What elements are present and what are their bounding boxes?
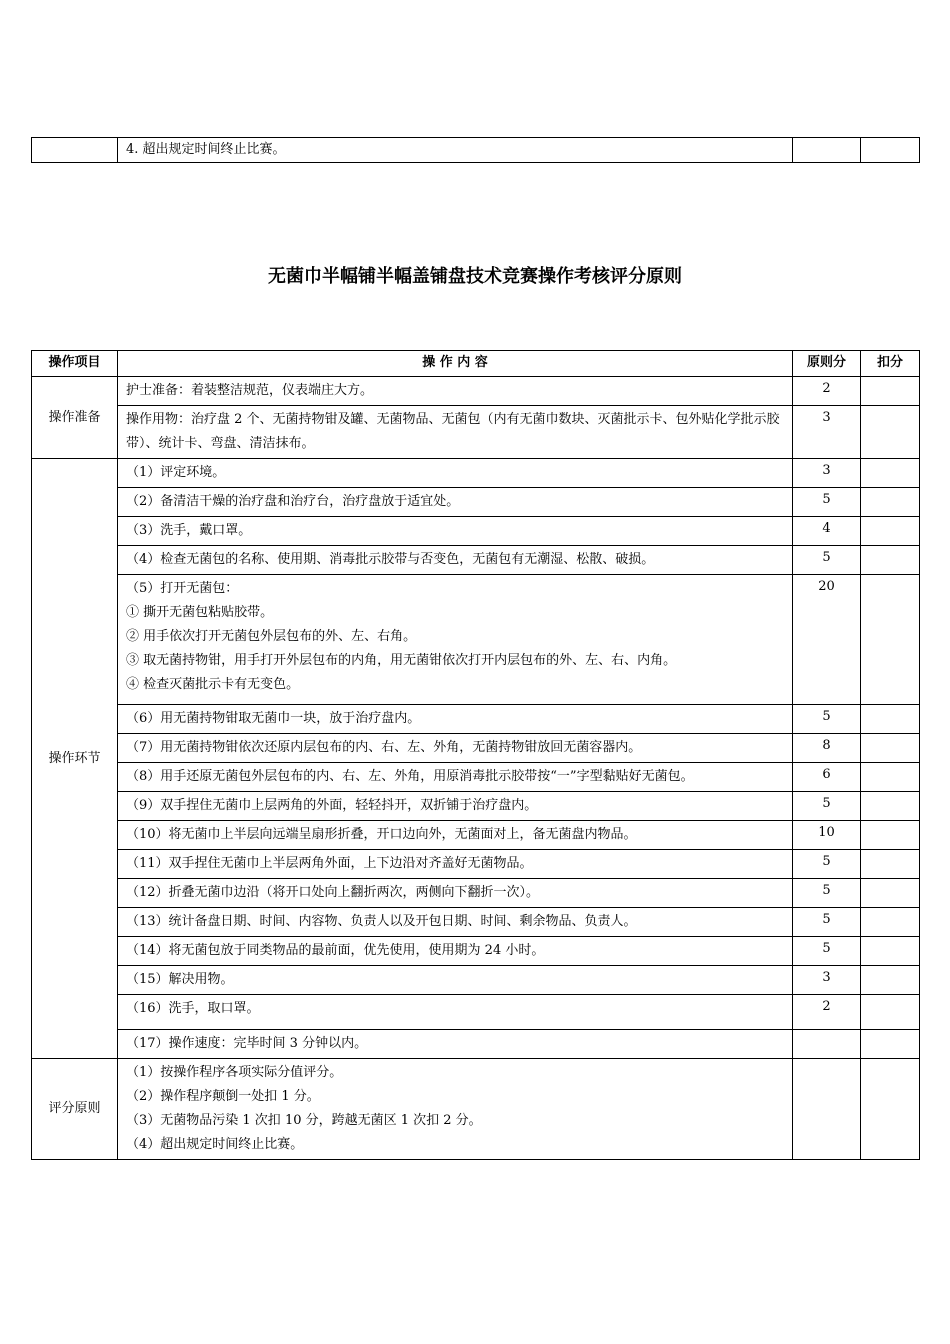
row-score: 6 — [793, 763, 861, 792]
table-row — [32, 995, 920, 1030]
table-row — [32, 517, 920, 546]
row-content: （11）双手捏住无菌巾上半层两角外面，上下边沿对齐盖好无菌物品。 — [118, 850, 793, 879]
header-item: 操作项目 — [32, 351, 118, 377]
header-deduct: 扣分 — [861, 351, 920, 377]
row-score: 5 — [793, 705, 861, 734]
row-deduct — [861, 879, 920, 908]
row-deduct — [861, 705, 920, 734]
row-content: （4）检查无菌包的名称、使用期、消毒批示胶带与否变色，无菌包有无潮湿、松散、破损。 — [118, 546, 793, 575]
row-line: ④ 检查灭菌批示卡有无变色。 — [126, 677, 300, 692]
row-content: （10）将无菌巾上半层向远端呈扇形折叠，开口边向外，无菌面对上，备无菌盘内物品。 — [118, 821, 793, 850]
table-row — [32, 546, 920, 575]
row-deduct — [861, 406, 920, 459]
continued-table — [31, 137, 920, 163]
table-row — [32, 459, 920, 488]
row-score: 5 — [793, 937, 861, 966]
page-title: 无菌巾半幅铺半幅盖铺盘技术竞赛操作考核评分原则 — [268, 266, 682, 287]
table-row — [32, 966, 920, 995]
row-content: （12）折叠无菌巾边沿（将开口处向上翻折两次，两侧向下翻折一次）。 — [118, 879, 793, 908]
row-deduct — [861, 459, 920, 488]
score-cell — [793, 138, 861, 163]
row-deduct — [861, 937, 920, 966]
section-label-prep: 操作准备 — [32, 377, 118, 459]
table-row — [32, 705, 920, 734]
row-deduct — [861, 517, 920, 546]
row-score: 3 — [793, 966, 861, 995]
row-content: （7）用无菌持物钳依次还原内层包布的内、右、左、外角，无菌持物钳放回无菌容器内。 — [118, 734, 793, 763]
row-deduct — [861, 850, 920, 879]
row-content-multiline — [118, 575, 793, 705]
header-score: 原则分 — [793, 351, 861, 377]
row-line: ③ 取无菌持物钳，用手打开外层包布的内角，用无菌钳依次打开内层包布的外、左、右、内角。 — [126, 653, 677, 668]
table-row — [32, 821, 920, 850]
table-row — [32, 792, 920, 821]
row-score: 3 — [793, 406, 861, 459]
row-line: ① 撕开无菌包粘贴胶带。 — [126, 605, 274, 620]
row-score — [793, 1030, 861, 1059]
table-row — [32, 1030, 920, 1059]
rule-line: （3）无菌物品污染 1 次扣 10 分，跨越无菌区 1 次扣 2 分。 — [126, 1113, 482, 1128]
row-content: （9）双手捏住无菌巾上层两角的外面，轻轻抖开，双折铺于治疗盘内。 — [118, 792, 793, 821]
table-row — [32, 763, 920, 792]
table-row — [32, 734, 920, 763]
table-row — [32, 488, 920, 517]
row-score: 20 — [793, 575, 861, 705]
row-content: （6）用无菌持物钳取无菌巾一块，放于治疗盘内。 — [118, 705, 793, 734]
section-label-rules: 评分原则 — [32, 1059, 118, 1160]
row-line: ② 用手依次打开无菌包外层包布的外、左、右角。 — [126, 629, 417, 644]
table-row — [32, 937, 920, 966]
row-score: 2 — [793, 377, 861, 406]
row-deduct — [861, 546, 920, 575]
row-content: （13）统计备盘日期、时间、内容物、负责人以及开包日期、时间、剩余物品、负责人。 — [118, 908, 793, 937]
row-deduct — [861, 1030, 920, 1059]
row-content: （3）洗手，戴口罩。 — [118, 517, 793, 546]
table-header — [32, 351, 920, 377]
row-score: 3 — [793, 459, 861, 488]
row-score: 5 — [793, 850, 861, 879]
row-deduct — [861, 488, 920, 517]
row-content: （14）将无菌包放于同类物品的最前面，优先使用，使用期为 24 小时。 — [118, 937, 793, 966]
row-score: 4 — [793, 517, 861, 546]
scoring-table — [31, 350, 920, 1160]
row-content: 操作用物：治疗盘 2 个、无菌持物钳及罐、无菌物品、无菌包（内有无菌巾数块、灭菌批示卡、包外贴化学批示胶带）、统计卡、弯盘、清洁抹布。 — [118, 406, 793, 459]
row-deduct — [861, 908, 920, 937]
section-label-steps: 操作环节 — [32, 459, 118, 1059]
table-row — [32, 138, 920, 163]
row-deduct — [861, 763, 920, 792]
row-deduct — [861, 966, 920, 995]
header-content: 操 作 内 容 — [118, 351, 793, 377]
rule-line: （4）超出规定时间终止比赛。 — [126, 1137, 304, 1152]
row-deduct — [861, 1059, 920, 1160]
row-score: 2 — [793, 995, 861, 1030]
row-content: （17）操作速度：完毕时间 3 分钟以内。 — [118, 1030, 793, 1059]
row-score: 10 — [793, 821, 861, 850]
row-content: （1）评定环境。 — [118, 459, 793, 488]
row-content: （16）洗手，取口罩。 — [118, 995, 793, 1030]
rules-content — [118, 1059, 793, 1160]
row-deduct — [861, 792, 920, 821]
row-content: （15）解决用物。 — [118, 966, 793, 995]
row-deduct — [861, 377, 920, 406]
table-row — [32, 908, 920, 937]
deduct-cell — [861, 138, 920, 163]
table-row — [32, 850, 920, 879]
row-score: 5 — [793, 908, 861, 937]
row-score: 5 — [793, 879, 861, 908]
rule-line: （2）操作程序颠倒一处扣 1 分。 — [126, 1089, 320, 1104]
row-score: 5 — [793, 546, 861, 575]
table-row — [32, 575, 920, 705]
row-deduct — [861, 575, 920, 705]
table-row — [32, 1059, 920, 1160]
item-cell — [32, 138, 118, 163]
row-score: 5 — [793, 792, 861, 821]
row-line: （5）打开无菌包： — [126, 581, 239, 596]
rule-line: （1）按操作程序各项实际分值评分。 — [126, 1065, 343, 1080]
table-row — [32, 406, 920, 459]
table-row — [32, 879, 920, 908]
content-cell: 4. 超出规定时间终止比赛。 — [118, 138, 793, 163]
row-score — [793, 1059, 861, 1160]
row-score: 5 — [793, 488, 861, 517]
row-content: （8）用手还原无菌包外层包布的内、右、左、外角，用原消毒批示胶带按“一”字型黏贴好无菌包。 — [118, 763, 793, 792]
row-score: 8 — [793, 734, 861, 763]
table-row — [32, 377, 920, 406]
row-deduct — [861, 995, 920, 1030]
row-content: （2）备清洁干燥的治疗盘和治疗台，治疗盘放于适宜处。 — [118, 488, 793, 517]
row-deduct — [861, 734, 920, 763]
row-deduct — [861, 821, 920, 850]
row-content: 护士准备：着装整洁规范，仪表端庄大方。 — [118, 377, 793, 406]
